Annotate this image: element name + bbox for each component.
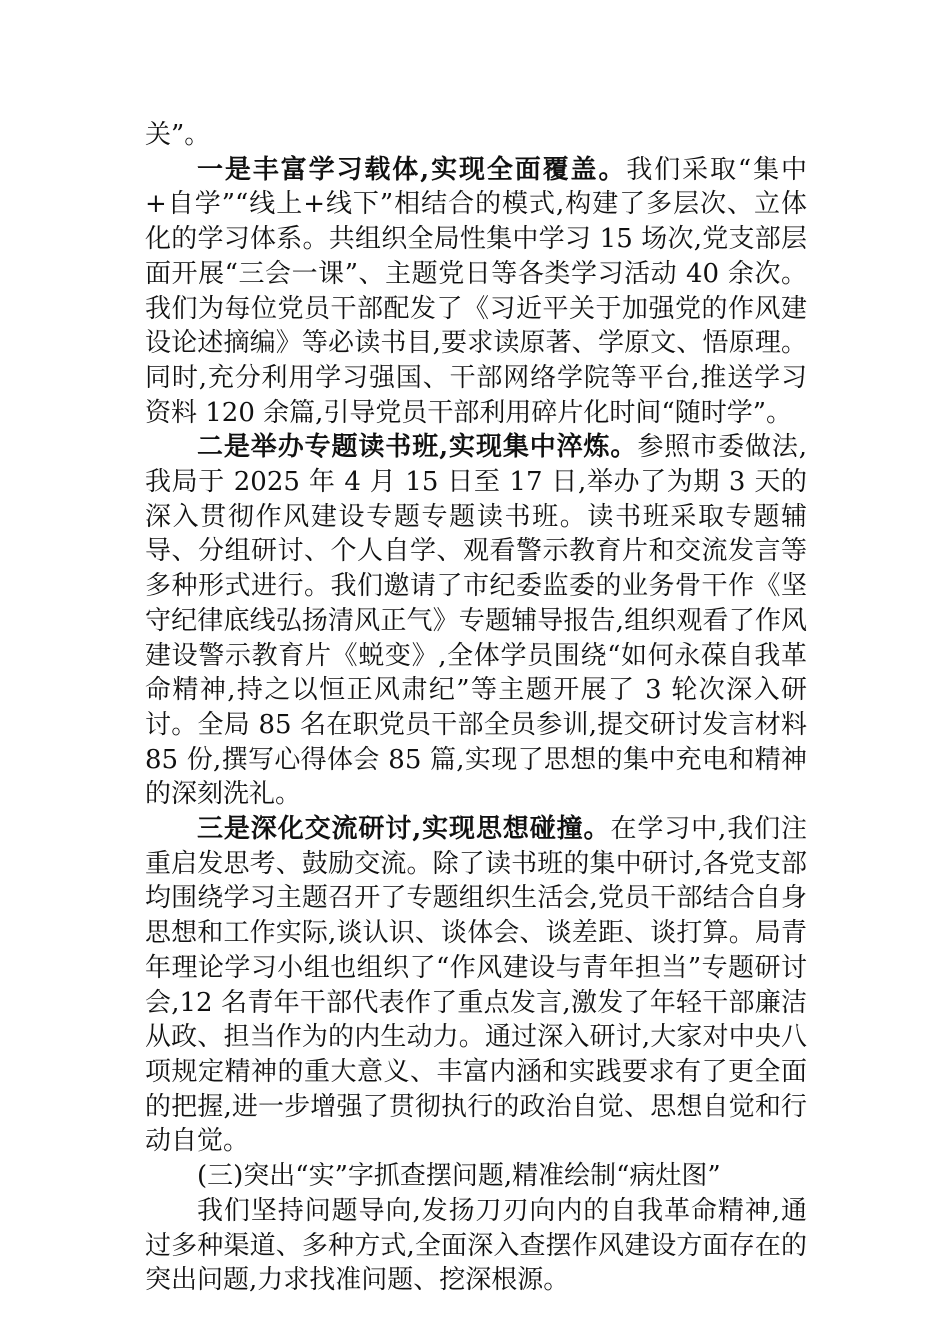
paragraph-reading-class	[145, 430, 807, 812]
paragraph-lead: 二是举办专题读书班,实现集中淬炼。	[197, 432, 638, 463]
section-heading: (三)突出“实”字抓查摆问题,精准绘制“病灶图”	[197, 1161, 721, 1192]
continuation-text: 关”。	[145, 120, 211, 150]
paragraph-body: 在学习中,我们注重启发思考、鼓励交流。除了读书班的集中研讨,各党支部均围绕学习主题召开了专题组织生活会,党员干部结合自身思想和工作实际,谈认识、谈体会、谈差距、谈打算。局青年理论学习小组也组织了“作风建设与青年担当”专题研讨会,12 名青年干部代表作了重点发言,激发了年轻干部廉洁从政、担当作为的内生动力。通过深入研讨,大家对中央八项规定精神的重大意义、丰富内涵和实践要求有了更全面的把握,进一步增强了贯彻执行的政治自觉、思想自觉和行动自觉。	[145, 814, 807, 1157]
paragraph-lead: 三是深化交流研讨,实现思想碰撞。	[197, 814, 611, 845]
paragraph-body: 参照市委做法,我局于 2025 年 4 月 15 日至 17 日,举办了为期 3 天的深入贯彻作风建设专题专题读书班。读书班采取专题辅导、分组研讨、个人自学、观看警示教育片和交流发言等多种形式进行。我们邀请了市纪委监委的业务骨干作《坚守纪律底线弘扬清风正气》专题辅导报告,组织观看了作风建设警示教育片《蜕变》,全体学员围绕“如何永葆自我革命精神,持之以恒正风肃纪”等主题开展了 3 轮次深入研讨。全局 85 名在职党员干部全员参训,提交研讨发言材料 85 份,撰写心得体会 85 篇,实现了思想的集中充电和精神的深刻洗礼。	[145, 432, 808, 810]
paragraph-lead: 一是丰富学习载体,实现全面覆盖。	[197, 154, 627, 185]
closing-paragraph: 我们坚持问题导向,发扬刀刃向内的自我革命精神,通过多种渠道、多种方式,全面深入查摆作风建设方面存在的突出问题,力求找准问题、挖深根源。	[145, 1195, 807, 1296]
paragraph-discussion	[145, 812, 807, 1159]
document-page	[145, 118, 807, 1298]
paragraph-rich-learning	[145, 153, 807, 431]
paragraph-body: 我们采取“集中+自学”“线上+线下”相结合的模式,构建了多层次、立体化的学习体系。共组织全局性集中学习 15 场次,党支部层面开展“三会一课”、主题党日等各类学习活动 40 余次。我们为每位党员干部配发了《习近平关于加强党的作风建设论述摘编》等必读书目,要求读原著、学原文、悟原理。同时,充分利用学习强国、干部网络学院等平台,推送学习资料 120 余篇,引导党员干部利用碎片化时间“随时学”。	[145, 154, 807, 428]
